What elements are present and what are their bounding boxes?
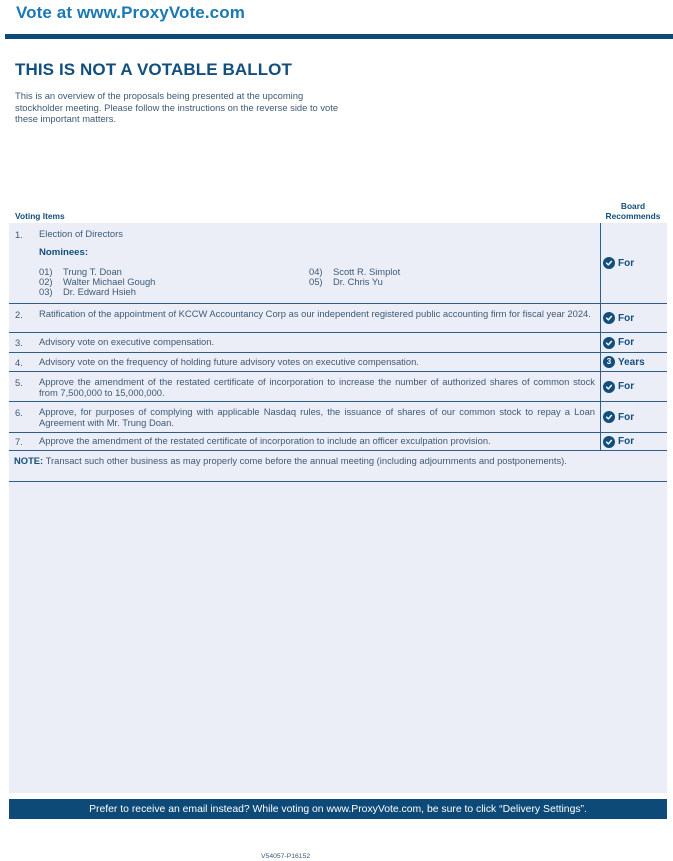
voting-item-row (9, 304, 667, 333)
note-text: NOTE: Transact such other business as may properly come before the annual meeting (including adjournments and postponements). (14, 455, 567, 466)
board-recommendation (600, 372, 667, 401)
nominee: 05) Dr. Chris Yu (309, 276, 383, 288)
recommendation-label: For (618, 337, 635, 348)
recommendation-label: For (618, 411, 635, 423)
note-row (9, 451, 667, 482)
item-text: Approve, for purposes of complying with applicable Nasdaq rules, the issuance of shares of our common stock to repay a Loan Agreement with Mr. Trung Doan. (39, 406, 595, 428)
item-text: Approve the amendment of the restated certificate of incorporation to include an officer exculpation provision. (39, 435, 491, 446)
item-number: 2. (15, 309, 23, 320)
board-recommendation (600, 433, 667, 450)
item-number: 7. (15, 436, 23, 447)
nominee: 03) Dr. Edward Hsieh (39, 286, 136, 298)
item-number: 6. (15, 407, 23, 418)
check-circle-icon (603, 411, 615, 423)
recommendation-label: For (618, 381, 635, 392)
voting-items-header: Voting Items (15, 211, 65, 221)
recommendation-label: For (618, 257, 635, 269)
voting-item-row (9, 333, 667, 353)
nominees-label: Nominees: (39, 247, 89, 258)
nominee: 01) Trung T. Doan (39, 266, 122, 277)
page-title: THIS IS NOT A VOTABLE BALLOT (15, 60, 292, 79)
board-recommendation (600, 333, 667, 352)
board-recommendation (600, 223, 667, 303)
nominee: 04) Scott R. Simplot (309, 266, 401, 277)
board-recommendation (600, 353, 667, 371)
check-circle-icon (603, 381, 615, 393)
nominee-list-left (39, 267, 155, 298)
item-number: 4. (15, 357, 23, 368)
header-divider (5, 34, 673, 39)
item-text: Election of Directors (39, 228, 123, 239)
email-delivery-banner (9, 799, 667, 819)
item-number: 1. (15, 229, 23, 240)
item-number: 5. (15, 377, 23, 388)
item-text: Advisory vote on the frequency of holding future advisory votes on executive compensation. (39, 356, 419, 367)
check-circle-icon (603, 337, 615, 349)
voting-item-row (9, 402, 667, 433)
item-text: Ratification of the appointment of KCCW Accountancy Corp as our independent registered public accounting firm for fiscal year 2024. (39, 308, 591, 319)
check-circle-icon (603, 436, 615, 448)
board-recommendation (600, 402, 667, 432)
voting-item-row (9, 372, 667, 402)
board-recommends-header: Board Recommends (605, 201, 661, 221)
check-circle-icon (603, 312, 615, 324)
voting-item-row (9, 223, 667, 304)
board-recommendation (600, 304, 667, 332)
recommendation-label: Years (618, 356, 645, 368)
item-text: Approve the amendment of the restated certificate of incorporation to increase the number of authorized shares of common stock from 7,500,000 to 15,000,000. (39, 376, 595, 398)
voting-item-row (9, 353, 667, 372)
nominee-list-right (309, 267, 400, 287)
recommendation-label: For (618, 436, 635, 447)
voting-item-row (9, 433, 667, 451)
recommendation-label: For (618, 312, 635, 324)
nominee: 02) Walter Michael Gough (39, 276, 156, 288)
site-title: Vote at www.ProxyVote.com (16, 3, 245, 22)
document-code: V54057-P16152 (261, 853, 311, 860)
item-number: 3. (15, 337, 23, 348)
item-text: Advisory vote on executive compensation. (39, 336, 215, 347)
intro-text: This is an overview of the proposals being presented at the upcoming stockholder meeting. Please follow the instructions on the reverse side to vote these important matters. (15, 90, 339, 124)
number-three-circle-icon: 3 (603, 356, 615, 368)
note-label: NOTE: (14, 455, 44, 466)
banner-text: Prefer to receive an email instead? While voting on www.ProxyVote.com, be sure to click “Delivery Settings”. (89, 803, 587, 815)
check-circle-icon (603, 257, 615, 269)
